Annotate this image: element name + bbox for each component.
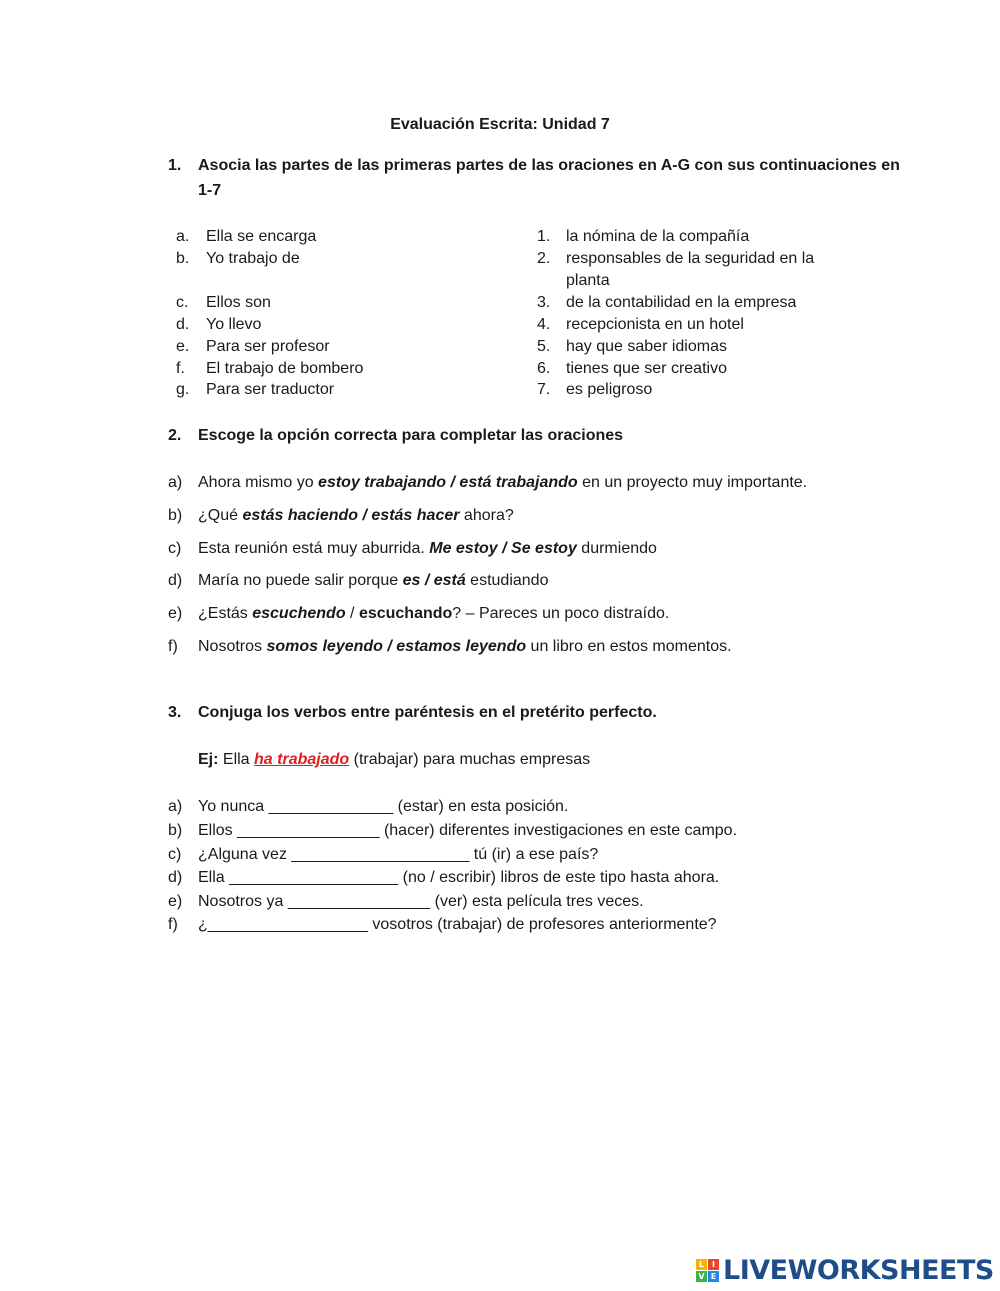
q2-text: ¿Estás <box>198 605 253 622</box>
q1-right-item: de la contabilidad en la empresa <box>566 294 797 311</box>
q2-sentence <box>198 540 657 558</box>
page-title: Evaluación Escrita: Unidad 7 <box>390 116 610 133</box>
q1-number: 1. <box>168 157 182 174</box>
q1-left-mark: g. <box>176 381 190 398</box>
q1-left-mark: e. <box>176 338 190 355</box>
q2-mark: a) <box>168 474 183 491</box>
q3-blank-sentence[interactable]: Ellos ________________ (hacer) diferentes investigaciones en este campo. <box>198 822 738 839</box>
q1-right-mark: 1. <box>537 228 551 245</box>
liveworksheets-logo[interactable] <box>696 1254 994 1286</box>
q2-text: en un proyecto muy importante. <box>577 474 808 491</box>
q1-right-item: responsables de la seguridad en la <box>566 250 815 267</box>
q1-left-mark: a. <box>176 228 190 245</box>
q3-mark: a) <box>168 798 183 815</box>
q2-mark: d) <box>168 572 183 589</box>
q1-right-mark: 6. <box>537 360 551 377</box>
q2-text: ¿Qué <box>198 507 243 524</box>
q2-option-choice[interactable]: Me estoy / Se estoy <box>429 540 577 557</box>
q3-example-text: Ella <box>218 751 255 768</box>
q2-text: Ahora mismo yo <box>198 474 319 491</box>
q2-text: ? – Pareces un poco distraído. <box>452 605 670 622</box>
q1-right-item: recepcionista en un hotel <box>566 316 744 333</box>
q2-option-choice[interactable]: escuchando <box>358 605 453 622</box>
q1-right-mark: 7. <box>537 381 551 398</box>
q2-heading: Escoge la opción correcta para completar las oraciones <box>198 427 624 444</box>
q2-sentence <box>198 605 669 623</box>
q3-example-answer: ha trabajado <box>254 751 350 768</box>
q1-right-item: la nómina de la compañía <box>566 228 750 245</box>
q2-number: 2. <box>168 427 182 444</box>
q2-sentence <box>198 507 514 525</box>
q3-example-text: (trabajar) para muchas empresas <box>349 751 591 768</box>
q1-right-item: hay que saber idiomas <box>566 338 727 355</box>
logo-block: L <box>696 1259 707 1270</box>
q1-left-mark: d. <box>176 316 190 333</box>
q2-option-choice[interactable]: somos leyendo / estamos leyendo <box>266 638 527 655</box>
q1-left-mark: f. <box>176 360 185 377</box>
q3-mark: d) <box>168 869 183 886</box>
q3-mark: b) <box>168 822 183 839</box>
logo-block: I <box>708 1259 719 1270</box>
logo-text: LIVEWORKSHEETS <box>723 1254 994 1286</box>
q2-sentence <box>198 638 732 656</box>
q2-option-choice[interactable]: estás haciendo / estás hacer <box>242 507 460 524</box>
q3-blank-sentence[interactable]: ¿Alguna vez ____________________ tú (ir) a ese país? <box>198 846 599 863</box>
q3-blank-sentence[interactable]: Nosotros ya ________________ (ver) esta película tres veces. <box>198 893 644 910</box>
q1-left-item: Para ser profesor <box>206 338 330 355</box>
q3-number: 3. <box>168 704 182 721</box>
q1-heading-line1: Asocia las partes de las primeras partes de las oraciones en A-G con sus continuaciones en <box>198 157 900 174</box>
logo-block: E <box>708 1271 719 1282</box>
q2-option-choice[interactable]: escuchendo <box>252 605 346 622</box>
logo-block: V <box>696 1271 707 1282</box>
q2-mark: c) <box>168 540 182 557</box>
q3-example-label: Ej: <box>198 751 219 768</box>
q3-blank-sentence[interactable]: Ella ___________________ (no / escribir) libros de este tipo hasta ahora. <box>198 869 720 886</box>
q1-left-item: Yo trabajo de <box>206 250 300 267</box>
q2-sentence <box>198 572 548 590</box>
q1-left-item: Ellos son <box>206 294 271 311</box>
q1-right-mark: 4. <box>537 316 551 333</box>
q1-left-item: El trabajo de bombero <box>206 360 364 377</box>
q2-mark: e) <box>168 605 183 622</box>
q3-example <box>198 751 590 769</box>
q3-mark: f) <box>168 916 178 933</box>
q1-right-item-continued: planta <box>566 272 610 289</box>
q2-text: ahora? <box>459 507 514 524</box>
q1-right-mark: 2. <box>537 250 551 267</box>
q3-blank-sentence[interactable]: Yo nunca ______________ (estar) en esta posición. <box>198 798 569 815</box>
q1-right-mark: 5. <box>537 338 551 355</box>
q2-text: estudiando <box>465 572 549 589</box>
q2-option-choice[interactable]: es / está <box>402 572 466 589</box>
q3-mark: e) <box>168 893 183 910</box>
q2-text: María no puede salir porque <box>198 572 403 589</box>
logo-blocks-icon <box>696 1259 719 1282</box>
q1-heading-line2: 1-7 <box>198 182 222 199</box>
q3-mark: c) <box>168 846 182 863</box>
q2-mark: b) <box>168 507 183 524</box>
q1-left-item: Ella se encarga <box>206 228 317 245</box>
q2-text: durmiendo <box>576 540 657 557</box>
q1-right-item: es peligroso <box>566 381 653 398</box>
q2-text: un libro en estos momentos. <box>526 638 732 655</box>
q1-left-mark: b. <box>176 250 190 267</box>
q1-left-item: Yo llevo <box>206 316 262 333</box>
q3-blank-sentence[interactable]: ¿__________________ vosotros (trabajar) de profesores anteriormente? <box>198 916 717 933</box>
q2-option-choice[interactable]: estoy trabajando / está trabajando <box>318 474 578 491</box>
q2-sentence <box>198 474 807 492</box>
q3-heading: Conjuga los verbos entre paréntesis en el pretérito perfecto. <box>198 704 657 721</box>
q1-left-item: Para ser traductor <box>206 381 335 398</box>
q2-text: Esta reunión está muy aburrida. <box>198 540 430 557</box>
q1-right-mark: 3. <box>537 294 551 311</box>
q2-mark: f) <box>168 638 178 655</box>
q2-text: Nosotros <box>198 638 267 655</box>
q1-left-mark: c. <box>176 294 189 311</box>
q1-right-item: tienes que ser creativo <box>566 360 727 377</box>
q2-text: / <box>345 605 359 622</box>
